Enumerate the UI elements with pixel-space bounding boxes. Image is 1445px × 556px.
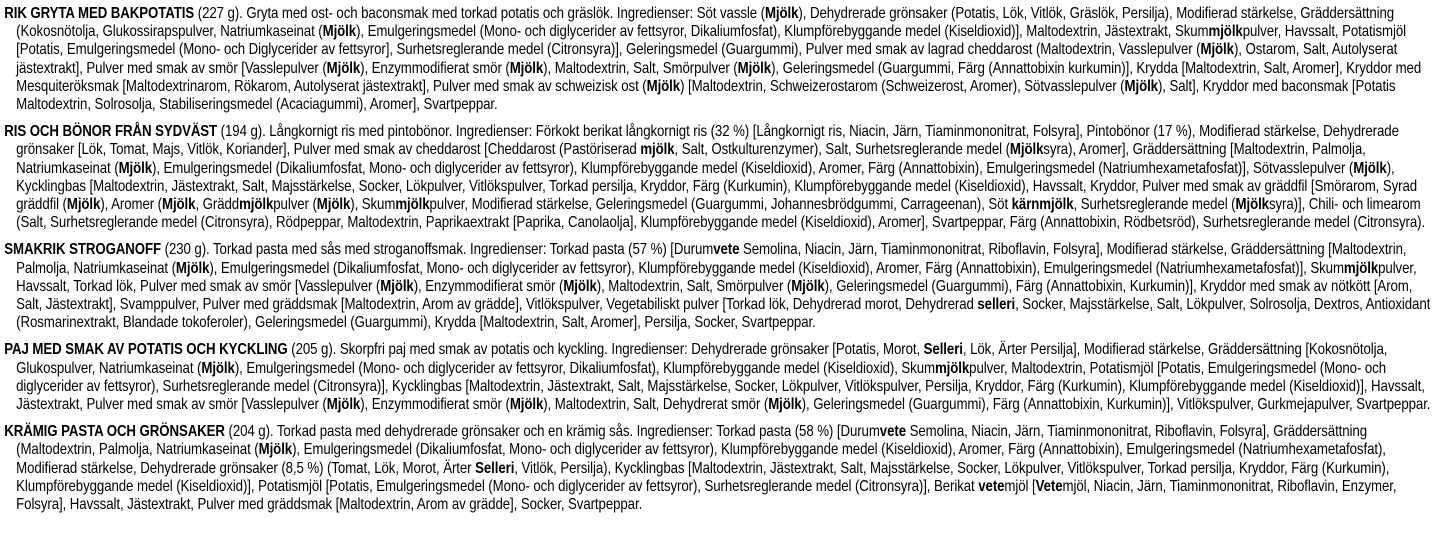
product-ingredients-text: (230 g). Torkad pasta med sås med stroganoffsmak. Ingredienser: Torkad pasta (57 %) [Durumvete Semolina, Niacin, Järn, Tiaminmononitrat, Riboflavin, Folsyra], Modifierad stärkelse, Gräddersättning [Maltodextrin, Palmolja, Natriumkaseinat (Mjölk), Emulgeringsmedel (Dikaliumfosfat, Mono- och diglycerider av fettsyror), Klumpförebyggande medel (Kiseldioxid), Aromer, Färg (Annattobixin), Emulgeringsmedel (Natriumhexametafosfat)], Skummjölkpulver, Havssalt, Torkad lök, Pulver med smak av smör [Vasslepulver (Mjölk), Enzymmodifierat smör (Mjölk), Maltodextrin, Salt, Smörpulver (Mjölk), Geleringsmedel (Guargummi), Färg (Annattobixin, Kurkumin)], Kryddor med smak av nötkött [Arom, Salt, Jästextrakt], Svamppulver, Pulver med gräddsmak [Maltodextrin, Arom av grädde], Vitlökspulver, Vegetabiliskt pulver [Torkad lök, Dehydrerad morot, Dehydrerad selleri, Socker, Majsstärkelse, Salt, Lökpulver, Solrosolja, Dextros, Antioxidant (Rosmarinextrakt, Blandade tokoferoler), Geleringsmedel (Guargummi), Krydda [Maltodextrin, Salt, Aromer], Persilja, Socker, Svartpeppar. [16,241,1431,332]
product-paragraph-rik-gryta [4,5,1440,114]
product-paragraph-stroganoff [4,241,1440,332]
product-name: SMAKRIK STROGANOFF [4,241,162,259]
product-paragraph-kramig-pasta [4,423,1440,514]
product-paragraph-ris-och-bonor [4,123,1440,232]
product-name: RIS OCH BÖNOR FRÅN SYDVÄST [4,123,218,141]
product-name: KRÄMIG PASTA OCH GRÖNSAKER [4,423,225,441]
product-ingredients-text: (194 g). Långkornigt ris med pintobönor. Ingredienser: Förkokt berikat långkornigt ris (32 %) [Långkornigt ris, Niacin, Järn, Tiaminmononitrat, Folsyra], Pintobönor (17 %), Modifierad stärkelse, Dehydrerade grönsaker [Lök, Tomat, Majs, Vitlök, Koriander], Pulver med smak av cheddarost [Cheddarost (Pastöriserad mjölk, Salt, Ostkulturenzymer), Salt, Surhetsreglerande medel (Mjölksyra), Aromer], Gräddersättning [Maltodextrin, Palmolja, Natriumkaseinat (Mjölk), Emulgeringsmedel (Dikaliumfosfat, Mono- och diglycerider av fettsyror), Klumpförebyggande medel (Kiseldioxid), Aromer, Färg (Annattobixin), Emulgeringsmedel (Natriumhexametafosfat)], Sötvasslepulver (Mjölk), Kycklingbas [Maltodextrin, Jästextrakt, Salt, Majsstärkelse, Socker, Lökpulver, Vitlökspulver, Torkad persilja, Kryddor, Färg (Kurkumin), Klumpförebyggande medel (Kiseldioxid), Havssalt, Kryddor, Pulver med smak av gräddfil [Smörarom, Syrad gräddfil (Mjölk), Aromer (Mjölk, Gräddmjölkpulver (Mjölk), Skummjölkpulver, Modifierad stärkelse, Geleringsmedel (Guargummi, Johannesbrödgummi, Carrageenan), Söt kärnmjölk, Surhetsreglerande medel (Mjölksyra)], Chili- och limearom (Salt, Surhetsreglerande medel (Citronsyra), Rödpeppar, Maltodextrin, Paprikaextrakt [Paprika, Canolaolja], Klumpförebyggande medel (Kiseldioxid), Aromer], Svartpeppar, Färg (Annattobixin, Rödbetsröd), Surhetsreglerande medel (Citronsyra). [16,123,1426,232]
product-ingredients-text: (227 g). Gryta med ost- och baconsmak med torkad potatis och gräslök. Ingredienser: Söt vassle (Mjölk), Dehydrerade grönsaker (Potatis, Lök, Vitlök, Gräslök, Persilja), Modifierad stärkelse, Gräddersättning (Kokosnötolja, Glukossirapspulver, Natriumkaseinat (Mjölk), Emulgeringsmedel (Mono- och diglycerider av fettsyror, Dikaliumfosfat), Klumpförebyggande medel (Kiseldioxid)], Maltodextrin, Jästextrakt, Skummjölkpulver, Havssalt, Potatismjöl [Potatis, Emulgeringsmedel (Mono- och Diglycerider av fettsyror], Surhetsreglerande medel (Citronsyra)], Geleringsmedel (Guargummi), Pulver med smak av lagrad cheddarost (Maltodextrin, Vasslepulver (Mjölk), Ostarom, Salt, Autolyserat jästextrakt], Pulver med smak av smör [Vasslepulver (Mjölk), Enzymmodifierat smör (Mjölk), Maltodextrin, Salt, Smörpulver (Mjölk), Geleringsmedel (Guargummi, Färg (Annattobixin kurkumin)], Krydda [Maltodextrin, Salt, Aromer], Kryddor med Mesquiteröksmak [Maltodextrinarom, Rökarom, Autolyserat jästextrakt], Pulver med smak av schweizisk ost (Mjölk) [Maltodextrin, Schweizerostarom (Schweizerost, Aromer), Sötvasslepulver (Mjölk), Salt], Kryddor med baconsmak [Potatis Maltodextrin, Solrosolja, Stabiliseringsmedel (Acaciagummi), Aromer], Svartpeppar. [16,5,1422,114]
product-ingredients-text: (204 g). Torkad pasta med dehydrerade grönsaker och en krämig sås. Ingredienser: Torkad pasta (58 %) [Durumvete Semolina, Niacin, Järn, Tiaminmononitrat, Riboflavin, Folsyra], Gräddersättning (Maltodextrin, Palmolja, Natriumkaseinat (Mjölk), Emulgeringsmedel (Dikaliumfosfat, Mono- och diglycerider av fettsyror), Klumpförebyggande medel (Kiseldioxid), Aromer, Färg (Annattobixin), Emulgeringsmedel (Natriumhexametafosfat), Modifierad stärkelse, Dehydrerade grönsaker (8,5 %) (Tomat, Lök, Morot, Ärter Selleri, Vitlök, Persilja), Kycklingbas [Maltodextrin, Jästextrakt, Salt, Majsstärkelse, Socker, Lökpulver, Vitlökspulver, Torkad persilja, Kryddor, Färg (Kurkumin), Klumpförebyggande medel (Kiseldioxid)], Potatismjöl [Potatis, Emulgeringsmedel (Mono- och diglycerider av fettsyror), Surhetsreglerande medel (Citronsyra)], Berikat vetemjöl [Vetemjöl, Niacin, Järn, Tiaminmononitrat, Riboflavin, Enzymer, Folsyra], Havssalt, Jästextrakt, Pulver med gräddsmak [Maltodextrin, Arom av grädde], Socker, Svartpeppar. [16,423,1397,514]
product-name: RIK GRYTA MED BAKPOTATIS [4,5,195,22]
product-paragraph-paj [4,341,1440,414]
product-name: PAJ MED SMAK AV POTATIS OCH KYCKLING [4,341,288,359]
product-ingredients-text: (205 g). Skorpfri paj med smak av potatis och kyckling. Ingredienser: Dehydrerade grönsaker [Potatis, Morot, Selleri, Lök, Ärter Persilja], Modifierad stärkelse, Gräddersättning [Kokosnötolja, Glukospulver, Natriumkaseinat (Mjölk), Emulgeringsmedel (Mono- och diglycerider av fettsyror, Dikaliumfosfat), Klumpförebyggande medel (Kiseldioxid), Skummjölkpulver, Maltodextrin, Potatismjöl [Potatis, Emulgeringsmedel (Mono- och diglycerider av fettsyror), Surhetsreglerande medel (Citronsyra)], Kycklingbas [Maltodextrin, Jästextrakt, Salt, Majsstärkelse, Socker, Lökpulver, Vitlökspulver, Persilja, Kryddor, Färg (Kurkumin), Klumpförebyggande medel (Kiseldioxid)], Havssalt, Jästextrakt, Pulver med smak av smör [Vasslepulver (Mjölk), Enzymmodifierat smör (Mjölk), Maltodextrin, Salt, Dehydrerat smör (Mjölk), Geleringsmedel (Guargummi), Färg (Annattobixin, Kurkumin)], Vitlökspulver, Gurkmejapulver, Svartpeppar. [16,341,1431,414]
